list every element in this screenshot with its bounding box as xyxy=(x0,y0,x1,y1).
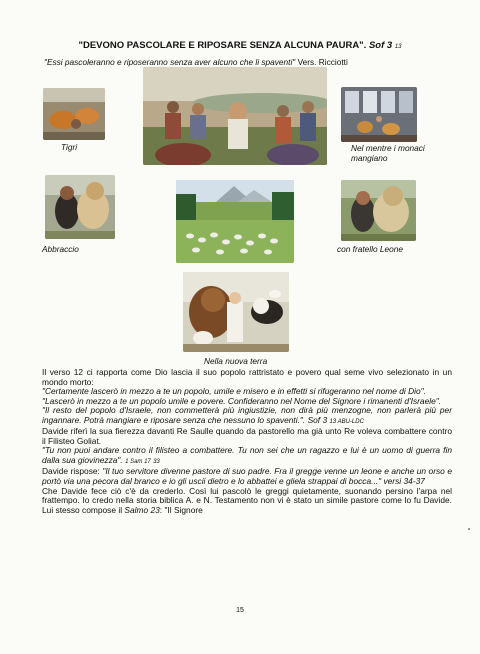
sheep-pasture-image xyxy=(176,180,294,263)
paragraph-shepherd: Che Davide fece ciò c'è da crederlo. Così lui pascolò le greggi quietamente, suonando persino l'arpa nel frattempo. Io credo nella storia biblica A. e N. Testamento non vi è stato un simile pastore come lo fu Davide. Lui stesso compose il Salmo 23: "Il Signore xyxy=(42,485,452,515)
monks-image xyxy=(341,87,417,142)
caption-new-earth: Nella nuova terra xyxy=(204,356,268,366)
reference-samuel: 1 Sam 17 xyxy=(125,458,151,465)
paragraph-intro: Il verso 12 ci rapporta come Dio lascia il suo popolo rattristato e povero qual seme vivo selezionato in un mondo morto: xyxy=(42,367,452,387)
caption-embrace: Abbraccio xyxy=(42,244,79,254)
reference-verses: versi 34-37 xyxy=(381,476,425,487)
quote-paragraph-1: "Certamente lascerò in mezzo a te un popolo, umile e misero e in effetti si rifugeranno nel nome di Dio". xyxy=(42,386,426,397)
quote-saul: "Tu non puoi andare contro il filisteo a combattere. Tu non sei che un ragazzo e lui è un uomo di guerra fin dalla sua giovinezza". 1 Sam 17 33 xyxy=(42,445,452,465)
title-reference: Sof 3 xyxy=(368,40,393,51)
reference-psalm: Salmo 23 xyxy=(124,504,160,515)
subtitle-text: "Essi pascoleranno e riposeranno senza aver alcuno che li spaventi" xyxy=(44,57,296,67)
title-reference-verse: 13 xyxy=(394,44,402,50)
caption-monks: Nel mentre i monaci mangiano xyxy=(351,143,425,163)
title-text: "DEVONO PASCOLARE E RIPOSARE SENZA ALCUNA PAURA". xyxy=(78,40,367,51)
jesus-crowd-image xyxy=(143,67,327,165)
quote-paragraph-3: "Il resto del popolo d'Israele, non commetterà più ingiustizie, non dirà più menzogne, non parlerà più per ingannare. Potrà mangiare e riposare senza che nessuno lo spaventi.". Sof 3 13 ABU-LDC xyxy=(42,405,452,425)
page-number: 15 xyxy=(236,607,244,614)
caption-tigers: Tigri xyxy=(61,142,78,152)
body-text xyxy=(42,368,452,515)
new-earth-image xyxy=(183,272,289,352)
paragraph-davide: Davide riferì la sua fierezza davanti Re Saulle quando da pastorello ma già unto Re voleva combattere contro il Filisteo Goliat. xyxy=(42,426,452,446)
page-title xyxy=(0,40,480,51)
reference-sof: Sof 3 xyxy=(307,414,328,425)
embrace-image xyxy=(45,175,115,239)
paragraph-davide-answer: Davide rispose: "Il tuo servitore divenne pastore di suo padre. Fra il gregge venne un leone e anche un orso e portò via una pecora dal branco e io gli uscii dietro e lo abbattei e gliela strappai di bocca..." versi 34-37 xyxy=(42,466,452,487)
subtitle-version: Vers. Ricciotti xyxy=(297,57,348,67)
reference-samuel-verse: 33 xyxy=(153,458,160,465)
reference-sof-version: 13 ABU-LDC xyxy=(329,418,364,425)
margin-mark xyxy=(468,528,470,530)
subtitle-quote xyxy=(44,57,464,67)
caption-brother-lion: con fratello Leone xyxy=(337,244,403,254)
tigers-image xyxy=(43,88,105,140)
quote-paragraph-2: "Lascerò in mezzo a te un popolo umile e povere. Confideranno nel Nome del Signore i rimanenti d'Israele". xyxy=(42,395,442,406)
brother-lion-image xyxy=(341,180,416,241)
